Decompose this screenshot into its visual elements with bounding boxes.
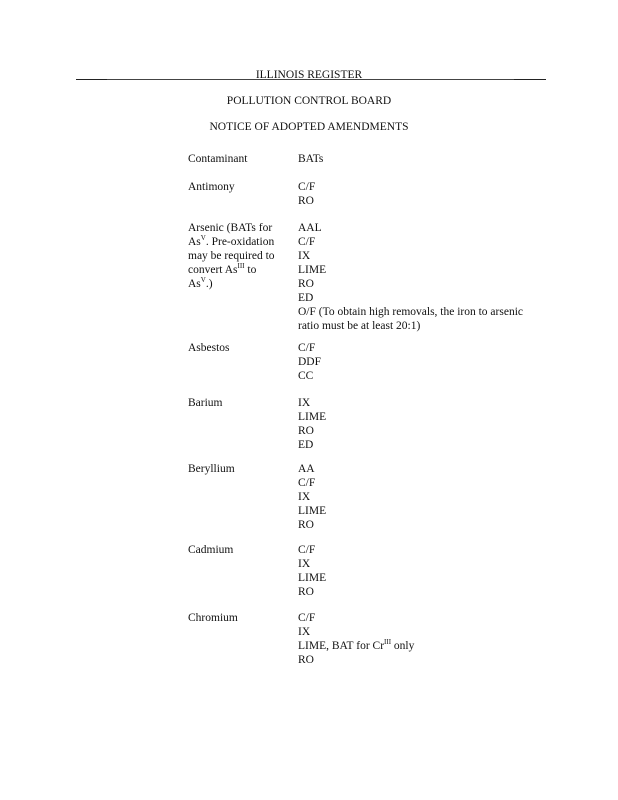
bat-item: LIME	[298, 264, 327, 276]
bat-item: RO	[298, 278, 314, 290]
board-title: POLLUTION CONTROL BOARD	[226, 95, 392, 107]
chromium-superscript: III	[384, 638, 392, 647]
bats-column-header: BATs	[298, 153, 324, 165]
bats-list	[298, 396, 548, 452]
bat-item: RO	[298, 519, 314, 531]
arsenic-line: Arsenic (BATs for	[188, 222, 273, 234]
contaminant-column-header: Contaminant	[188, 153, 248, 165]
bat-item: C/F	[298, 612, 316, 624]
bat-item: AAL	[298, 222, 322, 234]
bat-item: RO	[298, 195, 314, 207]
bat-item: ED	[298, 292, 314, 304]
contaminant-name: Barium	[188, 397, 223, 409]
bat-item: RO	[298, 425, 314, 437]
bat-item: C/F	[298, 544, 316, 556]
bat-item: C/F	[298, 236, 316, 248]
bat-item: CC	[298, 370, 314, 382]
bat-item-note: ratio must be at least 20:1)	[298, 320, 421, 332]
bat-item: RO	[298, 586, 314, 598]
contaminant-name: Cadmium	[188, 544, 234, 556]
arsenic-line: may be required to	[188, 250, 275, 262]
bat-item: RO	[298, 654, 314, 666]
bat-item: IX	[298, 626, 311, 638]
register-title: ILLINOIS REGISTER	[255, 69, 363, 81]
arsenic-text: As	[188, 278, 201, 290]
bats-list	[298, 341, 548, 383]
bats-list	[298, 543, 548, 599]
bat-item: IX	[298, 397, 311, 409]
bat-item: DDF	[298, 356, 322, 368]
arsenic-text: convert As	[188, 264, 238, 276]
contaminant-name: Chromium	[188, 612, 238, 624]
bat-item: LIME	[298, 505, 327, 517]
bats-list	[298, 611, 548, 667]
contaminant-name	[188, 221, 296, 291]
bat-item: ED	[298, 439, 314, 451]
notice-title: NOTICE OF ADOPTED AMENDMENTS	[209, 121, 409, 133]
arsenic-text: .)	[205, 278, 213, 290]
bats-list	[298, 180, 548, 208]
bat-item: C/F	[298, 477, 316, 489]
bat-item: C/F	[298, 342, 316, 354]
bats-list	[298, 221, 548, 333]
arsenic-line	[188, 277, 296, 291]
bat-item-note: O/F (To obtain high removals, the iron to arsenic	[298, 306, 523, 318]
bat-item: IX	[298, 250, 311, 262]
arsenic-line	[188, 263, 296, 277]
bat-item: C/F	[298, 181, 316, 193]
lime-text: LIME, BAT for Cr	[298, 640, 385, 652]
arsenic-superscript: V	[200, 234, 206, 243]
arsenic-superscript: V	[200, 276, 206, 285]
contaminant-name: Beryllium	[188, 463, 235, 475]
bats-list	[298, 462, 548, 532]
contaminant-name: Antimony	[188, 181, 235, 193]
arsenic-text: . Pre-oxidation	[205, 236, 275, 248]
bat-item: IX	[298, 558, 311, 570]
arsenic-superscript: III	[237, 262, 245, 271]
arsenic-line	[188, 235, 296, 249]
contaminant-name: Asbestos	[188, 342, 230, 354]
bat-item: LIME	[298, 411, 327, 423]
lime-text: only	[391, 640, 415, 652]
arsenic-text: to	[244, 264, 257, 276]
bat-item: LIME	[298, 572, 327, 584]
bat-item: IX	[298, 491, 311, 503]
bat-item: AA	[298, 463, 315, 475]
arsenic-text: As	[188, 236, 201, 248]
bat-item-lime	[298, 639, 548, 653]
